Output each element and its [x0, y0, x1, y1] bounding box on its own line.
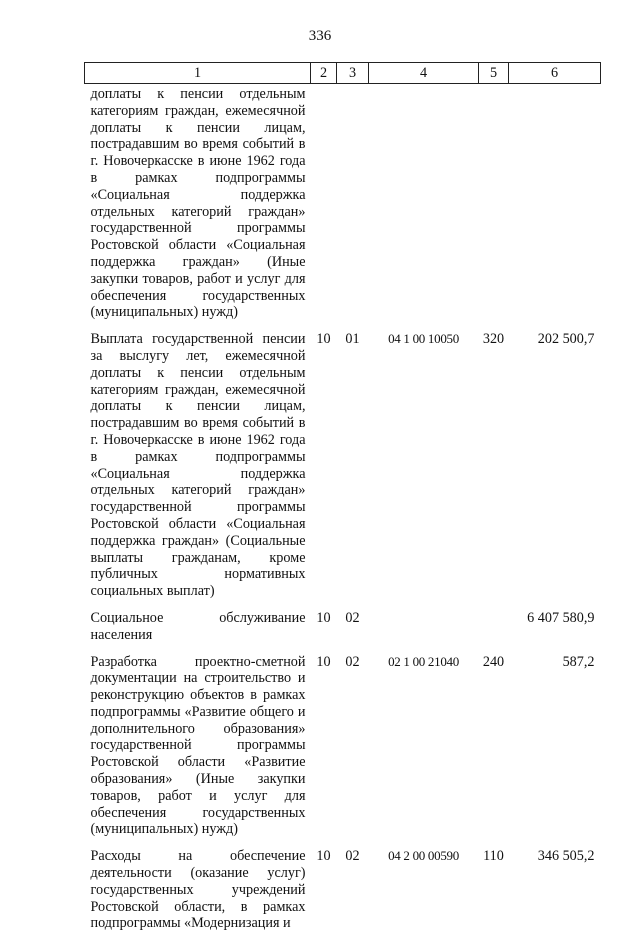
column-header: 2: [311, 63, 337, 84]
table-row: [85, 84, 601, 332]
expense-name: доплаты к пенсии отдельным категориям граждан, ежемесячной доплаты к пенсии лицам, пострадавшим во время событий в г. Новочеркасске в июне 1962 года в рамках подпрограммы «Социальная поддержка отдельных категорий граждан» государственной программы Ростовской области «Социальная поддержка граждан» (Иные закупки товаров, работ и услуг для обеспечения государственных (муниципальных) нужд): [90, 86, 306, 321]
budget-table: [84, 62, 601, 942]
subsection-code: 02: [345, 609, 360, 626]
section-code: 10: [316, 331, 331, 348]
expense-name: Социальное обслуживание населения: [90, 609, 306, 643]
expense-name: Расходы на обеспечение деятельности (оказание услуг) государственных учреждений Ростовской области, в рамках подпрограммы «Модернизация и: [90, 848, 306, 932]
subsection-code: 02: [345, 848, 360, 865]
header-row: [85, 63, 601, 84]
target-article-code: [369, 84, 479, 332]
expense-type-code: [479, 610, 509, 654]
column-header: 1: [85, 63, 311, 84]
amount: 6 407 580,9: [527, 609, 595, 626]
table-row: [85, 610, 601, 654]
expense-type-code: 110: [483, 848, 504, 865]
column-header: 3: [337, 63, 369, 84]
amount: 587,2: [562, 653, 595, 670]
expense-type-code: 240: [482, 653, 505, 670]
expense-type-code: 320: [482, 331, 505, 348]
subsection-code: [337, 84, 369, 332]
target-article-code: 04 2 00 00590: [388, 848, 459, 864]
subsection-code: 01: [345, 331, 360, 348]
table-row: [85, 331, 601, 610]
expense-name: Выплата государственной пенсии за выслугу лет, ежемесячной доплаты к пенсии отдельным категориям граждан, ежемесячной доплаты к пенсии лицам, пострадавшим во время событий в г. Новочеркасске в июне 1962 года в рамках подпрограммы «Социальная поддержка отдельных категорий граждан» государственной программы Ростовской области «Социальная поддержка граждан» (Социальные выплаты гражданам, кроме публичных нормативных социальных выплат): [90, 331, 306, 600]
section-code: 10: [316, 848, 331, 865]
target-article-code: [369, 610, 479, 654]
amount: 202 500,7: [537, 331, 595, 348]
column-header: 6: [509, 63, 601, 84]
section-code: 10: [316, 653, 331, 670]
expense-name: Разработка проектно-сметной документации на строительство и реконструкцию объектов в рамках подпрограммы «Развитие общего и дополнительного образования» государственной программы Ростовской области «Развитие образования» (Иные закупки товаров, работ и услуг для обеспечения государственных (муниципальных) нужд): [90, 653, 306, 838]
table-row: [85, 654, 601, 849]
column-header: 4: [369, 63, 479, 84]
amount: 346 505,2: [537, 848, 595, 865]
expense-type-code: [479, 84, 509, 332]
section-code: [311, 84, 337, 332]
column-header: 5: [479, 63, 509, 84]
section-code: 10: [316, 609, 331, 626]
subsection-code: 02: [345, 653, 360, 670]
target-article-code: 02 1 00 21040: [388, 653, 459, 669]
table-row: [85, 848, 601, 942]
page-number: 336: [308, 28, 332, 44]
target-article-code: 04 1 00 10050: [388, 331, 459, 347]
amount: [509, 84, 601, 332]
